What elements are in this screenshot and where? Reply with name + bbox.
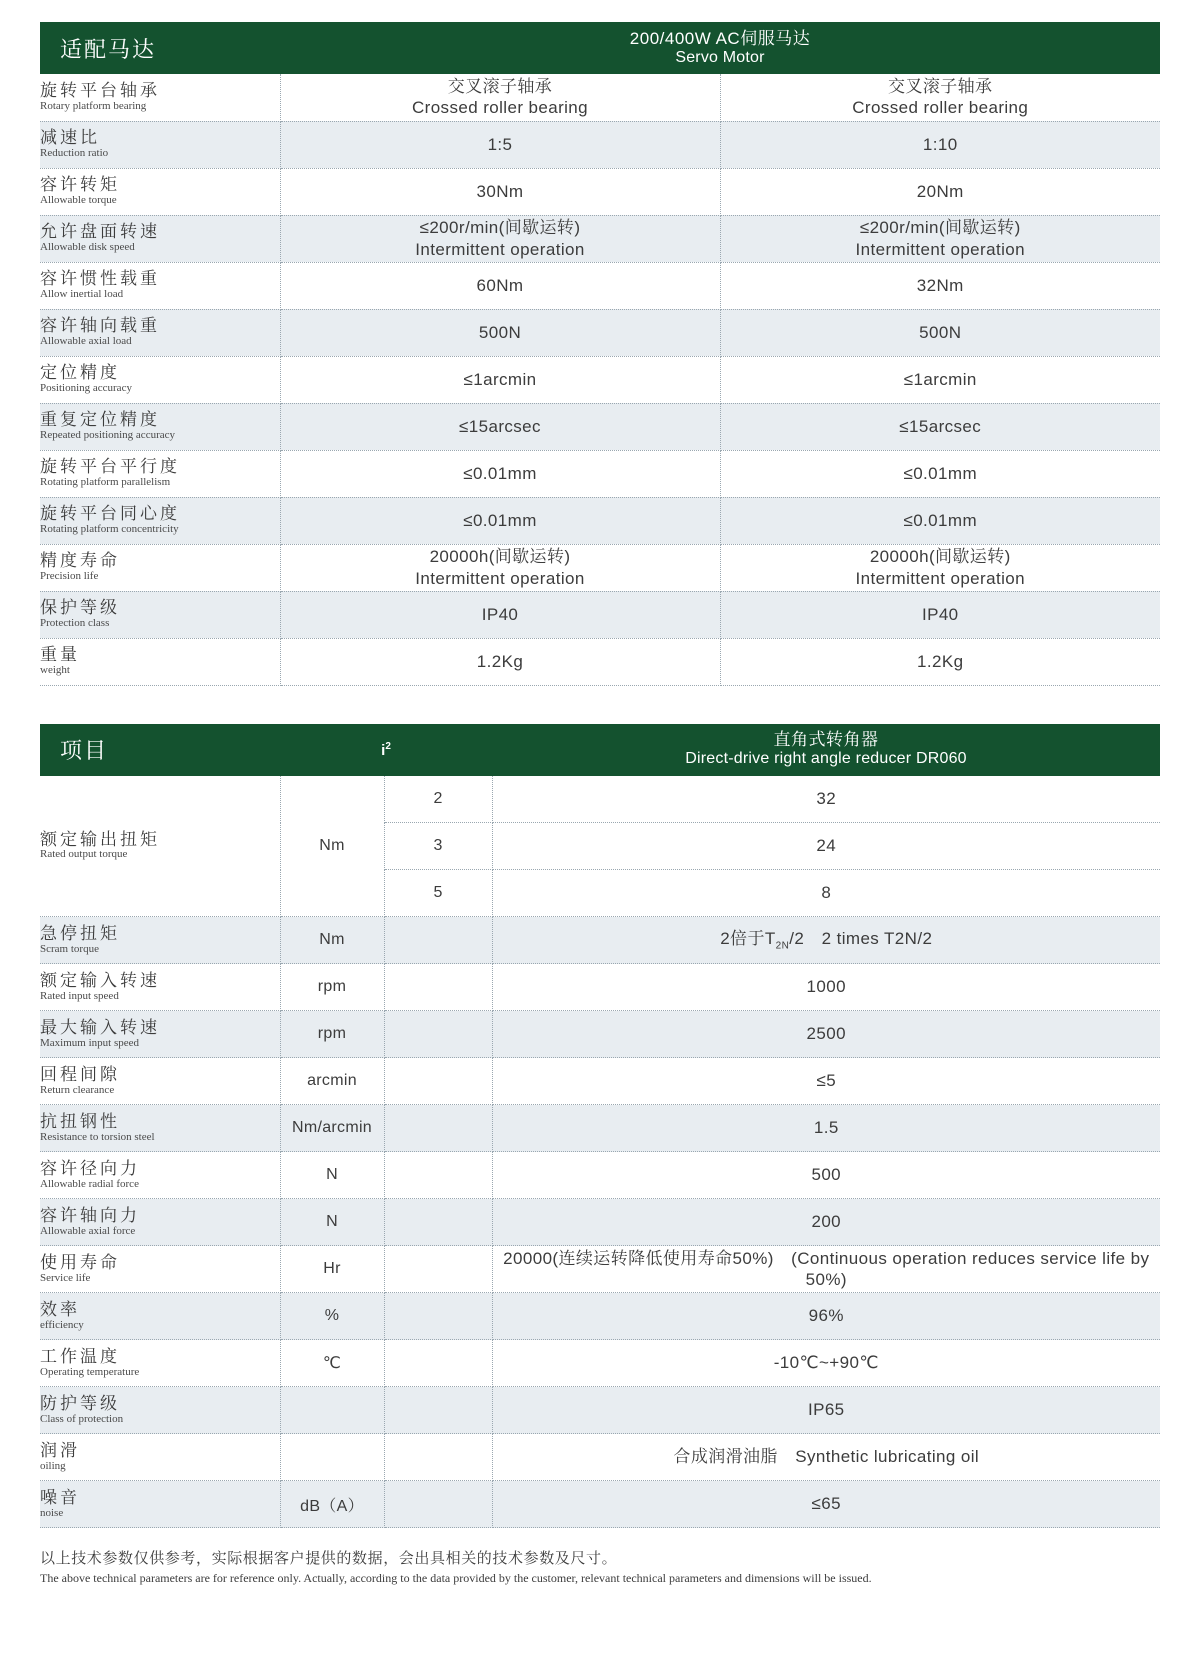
row-label-en: Allowable torque	[40, 194, 117, 207]
row-label-cn: 允许盘面转速	[40, 222, 160, 242]
table2-spec-cn: 直角式转角器	[773, 730, 879, 750]
row-label-cell	[40, 356, 280, 403]
row-value-line2: Intermittent operation	[415, 239, 585, 259]
row-value-cell: 2500	[492, 1011, 1160, 1058]
table-row	[40, 1434, 1160, 1481]
row-value-col1	[280, 262, 720, 309]
row-value-line2: Intermittent operation	[855, 239, 1025, 259]
row-ratio-cell	[384, 964, 492, 1011]
row-unit-cell: %	[280, 1293, 384, 1340]
row-value-cell: 8	[492, 870, 1160, 917]
row-unit-cell: arcmin	[280, 1058, 384, 1105]
row-label-cn: 旋转平台轴承	[40, 81, 160, 101]
row-value-col1	[280, 74, 720, 121]
row-label-cell	[40, 544, 280, 591]
row-label-en: Reduction ratio	[40, 147, 109, 160]
row-value-prefix: 2倍于T	[720, 928, 776, 948]
row-label-en: Class of protection	[40, 1412, 124, 1425]
row-label-en: Maximum input speed	[40, 1036, 139, 1049]
row-label-cell	[40, 121, 280, 168]
table1-spec-header	[280, 22, 1160, 74]
row-value-col2	[720, 356, 1160, 403]
row-value-line1: 1.2Kg	[476, 651, 524, 671]
row-value-line1: ≤1arcmin	[463, 369, 537, 389]
row-unit-cell: Nm/arcmin	[280, 1105, 384, 1152]
row-label-cn: 减速比	[40, 128, 100, 148]
row-label-en: Rotary platform bearing	[40, 99, 147, 112]
row-value-line1: 60Nm	[476, 275, 524, 295]
table-row	[40, 121, 1160, 168]
row-value-line1: ≤15arcsec	[459, 416, 541, 436]
row-ratio-cell	[384, 1105, 492, 1152]
row-label-en: weight	[40, 664, 70, 677]
row-label-cn: 容许径向力	[40, 1158, 140, 1178]
row-label-cell	[40, 1387, 280, 1434]
table-row	[40, 917, 1160, 964]
row-label-cn: 重复定位精度	[40, 410, 160, 430]
row-unit-cell: Hr	[280, 1246, 384, 1293]
row-label-cn: 保护等级	[40, 598, 120, 618]
row-value-col1	[280, 356, 720, 403]
row-label-cell	[40, 1011, 280, 1058]
row-ratio-cell	[384, 1434, 492, 1481]
footnote-cn: 以上技术参数仅供参考，实际根据客户提供的数据，会出具相关的技术参数及尺寸。	[40, 1550, 618, 1567]
row-unit-cell: ℃	[280, 1340, 384, 1387]
table-row	[40, 1246, 1160, 1293]
row-label-en: noise	[40, 1506, 64, 1519]
row-value-line1: IP40	[921, 604, 959, 624]
row-label-cell	[40, 1340, 280, 1387]
row-value-line1: IP40	[481, 604, 519, 624]
i-squared-exponent: 2	[385, 740, 391, 752]
footnote-en: The above technical parameters are for reference only. Actually, according to the data provided by the customer, relevant technical parameters and dimensions will be issued.	[40, 1570, 872, 1585]
row-value-col2	[720, 309, 1160, 356]
row-label-cn: 容许转矩	[40, 175, 120, 195]
row-value-col2	[720, 497, 1160, 544]
row-value-line1: 30Nm	[476, 181, 524, 201]
table-row	[40, 1199, 1160, 1246]
row-value-col2	[720, 74, 1160, 121]
row-value-line1: 1:5	[487, 134, 513, 154]
row-label-cell	[40, 403, 280, 450]
row-value-cell	[492, 917, 1160, 964]
row-value-cell: 1.5	[492, 1105, 1160, 1152]
row-value-col1	[280, 544, 720, 591]
row-unit-cell: Nm	[280, 776, 384, 917]
row-ratio-cell	[384, 1152, 492, 1199]
row-ratio-cell	[384, 1481, 492, 1528]
table-gap	[40, 686, 1160, 724]
row-value-line1: ≤15arcsec	[899, 416, 982, 436]
row-label-cell	[40, 964, 280, 1011]
row-value-col2	[720, 544, 1160, 591]
row-label-cell	[40, 1246, 280, 1293]
row-label-cn: 重量	[40, 645, 80, 665]
row-label-en: Return clearance	[40, 1083, 115, 1096]
row-label-en: Service life	[40, 1271, 91, 1284]
row-value-line1: ≤0.01mm	[903, 463, 978, 483]
row-unit-cell: rpm	[280, 964, 384, 1011]
row-unit-cell: Nm	[280, 917, 384, 964]
row-value-cell: 500	[492, 1152, 1160, 1199]
row-value-line1: ≤0.01mm	[463, 510, 537, 530]
row-value-col1	[280, 497, 720, 544]
row-label-en: oiling	[40, 1459, 66, 1472]
row-value-col2	[720, 591, 1160, 638]
row-value-subscript: 2N	[775, 939, 790, 951]
row-value-cell: 1000	[492, 964, 1160, 1011]
table-row	[40, 544, 1160, 591]
table-row	[40, 1105, 1160, 1152]
row-value-line1: 20000h(间歇运转)	[429, 547, 571, 567]
row-value-col1	[280, 638, 720, 685]
row-value-col2	[720, 403, 1160, 450]
table-row	[40, 309, 1160, 356]
row-value-line1: 20000h(间歇运转)	[869, 547, 1011, 567]
row-value-line1: 32Nm	[916, 275, 964, 295]
table-row	[40, 964, 1160, 1011]
row-value-col2	[720, 121, 1160, 168]
row-value-cell: 合成润滑油脂 Synthetic lubricating oil	[492, 1434, 1160, 1481]
row-value-line2: Crossed roller bearing	[852, 98, 1029, 118]
row-label-cell	[40, 497, 280, 544]
row-value-line1: 1:10	[922, 134, 958, 154]
table-row	[40, 1293, 1160, 1340]
row-value-col2	[720, 215, 1160, 262]
row-value-col2	[720, 638, 1160, 685]
row-label-en: Repeated positioning accuracy	[40, 429, 176, 442]
row-label-cell	[40, 1105, 280, 1152]
row-label-en: efficiency	[40, 1318, 84, 1331]
row-label-en: Allowable axial load	[40, 335, 132, 348]
row-ratio-cell: 5	[384, 870, 492, 917]
row-label-cell	[40, 74, 280, 121]
footnote	[40, 1550, 1160, 1586]
row-value-col1	[280, 215, 720, 262]
row-label-cell	[40, 1434, 280, 1481]
row-label-en: Resistance to torsion steel	[40, 1130, 155, 1143]
row-value-line1: ≤0.01mm	[903, 510, 978, 530]
table-row	[40, 1387, 1160, 1434]
table-row	[40, 262, 1160, 309]
row-label-en: Operating temperature	[40, 1365, 140, 1378]
row-value-cell: 24	[492, 823, 1160, 870]
row-value-col1	[280, 309, 720, 356]
row-value-cell: 20000(连续运转降低使用寿命50%) (Continuous operation reduces service life by 50%)	[492, 1246, 1160, 1293]
row-label-cn: 精度寿命	[40, 551, 120, 571]
row-value-col1	[280, 591, 720, 638]
row-label-cell	[40, 1058, 280, 1105]
row-ratio-cell	[384, 1387, 492, 1434]
table2-spec-header	[492, 724, 1160, 776]
table-row	[40, 776, 1160, 823]
table2-header	[40, 724, 1160, 776]
row-value-line1: ≤0.01mm	[463, 463, 537, 483]
row-unit-cell	[280, 1387, 384, 1434]
table-row	[40, 1058, 1160, 1105]
row-unit-cell: N	[280, 1199, 384, 1246]
row-label-cell	[40, 215, 280, 262]
row-label-cn: 旋转平台平行度	[40, 457, 180, 477]
row-label-cn: 额定输入转速	[40, 970, 160, 990]
row-label-cell	[40, 450, 280, 497]
row-label-en: Allow inertial load	[40, 288, 124, 301]
row-label-cn: 使用寿命	[40, 1252, 120, 1272]
table-row	[40, 638, 1160, 685]
table-row	[40, 591, 1160, 638]
table-row	[40, 168, 1160, 215]
row-value-cell: -10℃~+90℃	[492, 1340, 1160, 1387]
row-label-cell	[40, 1293, 280, 1340]
table2-ratio-header	[280, 724, 492, 776]
row-unit-cell: dB（A）	[280, 1481, 384, 1528]
row-ratio-cell	[384, 917, 492, 964]
row-value-cell: 96%	[492, 1293, 1160, 1340]
row-value-cell: IP65	[492, 1387, 1160, 1434]
row-ratio-cell	[384, 1340, 492, 1387]
table1-spec-en: Servo Motor	[675, 48, 765, 66]
row-label-en: Rated output torque	[40, 848, 128, 861]
row-value-line1: ≤200r/min(间歇运转)	[419, 218, 581, 238]
table-row	[40, 1340, 1160, 1387]
row-label-cn: 润滑	[40, 1440, 80, 1460]
table-row	[40, 1152, 1160, 1199]
row-value-col1	[280, 450, 720, 497]
row-label-cell	[40, 309, 280, 356]
row-value-line2: Crossed roller bearing	[411, 98, 589, 118]
row-unit-cell: rpm	[280, 1011, 384, 1058]
row-label-cell	[40, 1152, 280, 1199]
row-ratio-cell	[384, 1293, 492, 1340]
row-label-cell	[40, 168, 280, 215]
row-value-cell: ≤65	[492, 1481, 1160, 1528]
row-label-en: Precision life	[40, 570, 99, 583]
row-label-en: Protection class	[40, 617, 110, 630]
row-label-en: Scram torque	[40, 942, 99, 955]
row-label-cn: 容许轴向载重	[40, 316, 160, 336]
row-label-cn: 容许惯性载重	[40, 269, 160, 289]
row-label-cn: 最大输入转速	[40, 1017, 160, 1037]
row-label-cn: 效率	[40, 1299, 80, 1319]
table2-body	[40, 776, 1160, 1528]
row-value-col1	[280, 168, 720, 215]
row-value-line1: ≤1arcmin	[903, 369, 977, 389]
row-value-col1	[280, 403, 720, 450]
table-row	[40, 356, 1160, 403]
table-row	[40, 1481, 1160, 1528]
row-value-col2	[720, 262, 1160, 309]
row-value-line2: Intermittent operation	[855, 568, 1025, 588]
row-label-cn: 急停扭矩	[40, 923, 120, 943]
table-row	[40, 74, 1160, 121]
row-label-cell	[40, 591, 280, 638]
table1-header	[40, 22, 1160, 74]
row-value-line1: 1.2Kg	[917, 651, 964, 671]
row-label-en: Rotating platform concentricity	[40, 523, 179, 536]
row-value-line1: ≤200r/min(间歇运转)	[859, 218, 1021, 238]
row-label-cn: 旋转平台同心度	[40, 504, 180, 524]
table2-title: 项目	[40, 724, 280, 776]
table-row	[40, 1011, 1160, 1058]
servo-motor-spec-table	[40, 22, 1160, 686]
row-label-cell	[40, 262, 280, 309]
table2-spec-en: Direct-drive right angle reducer DR060	[685, 750, 967, 768]
i-squared-label: i	[381, 741, 386, 759]
row-label-en: Allowable disk speed	[40, 241, 135, 254]
row-ratio-cell	[384, 1199, 492, 1246]
row-label-cell	[40, 638, 280, 685]
row-label-cn: 防护等级	[40, 1393, 120, 1413]
row-label-cn: 定位精度	[40, 363, 120, 383]
table-row	[40, 497, 1160, 544]
row-label-en: Positioning accuracy	[40, 382, 132, 395]
table1-spec-cn: 200/400W AC伺服马达	[629, 28, 811, 48]
row-value-col2	[720, 450, 1160, 497]
row-label-cn: 抗扭钢性	[40, 1111, 120, 1131]
row-value-line1: 500N	[478, 322, 522, 342]
row-label-en: Rated input speed	[40, 989, 119, 1002]
row-ratio-cell: 3	[384, 823, 492, 870]
table-row	[40, 403, 1160, 450]
row-value-col1	[280, 121, 720, 168]
row-value-line1: 交叉滚子轴承	[888, 77, 993, 96]
row-label-cn: 工作温度	[40, 1346, 120, 1366]
table-row	[40, 215, 1160, 262]
row-value-line2: Intermittent operation	[415, 568, 585, 588]
row-label-cn: 噪音	[40, 1487, 80, 1507]
row-label-cell	[40, 917, 280, 964]
row-ratio-cell: 2	[384, 776, 492, 823]
row-label-en: Rotating platform parallelism	[40, 476, 171, 489]
row-unit-cell	[280, 1434, 384, 1481]
row-label-cn: 回程间隙	[40, 1064, 120, 1084]
row-value-col2	[720, 168, 1160, 215]
row-label-cell	[40, 776, 280, 917]
row-value-cell: 200	[492, 1199, 1160, 1246]
table-row	[40, 450, 1160, 497]
row-value-cell: 32	[492, 776, 1160, 823]
row-label-en: Allowable axial force	[40, 1224, 136, 1237]
row-ratio-cell	[384, 1011, 492, 1058]
reducer-spec-table	[40, 724, 1160, 1529]
table1-title: 适配马达	[40, 22, 280, 74]
row-value-cell: ≤5	[492, 1058, 1160, 1105]
row-value-line1: 20Nm	[916, 181, 964, 201]
row-label-en: Allowable radial force	[40, 1177, 139, 1190]
row-label-cn: 容许轴向力	[40, 1205, 140, 1225]
row-value-line1: 500N	[919, 322, 962, 342]
table1-body	[40, 74, 1160, 685]
row-label-cn: 额定输出扭矩	[40, 829, 160, 849]
row-ratio-cell	[384, 1246, 492, 1293]
row-ratio-cell	[384, 1058, 492, 1105]
row-label-cell	[40, 1481, 280, 1528]
row-value-suffix: /2 2 times T2N/2	[789, 928, 933, 948]
row-label-cell	[40, 1199, 280, 1246]
row-value-line1: 交叉滚子轴承	[447, 77, 553, 96]
row-unit-cell: N	[280, 1152, 384, 1199]
